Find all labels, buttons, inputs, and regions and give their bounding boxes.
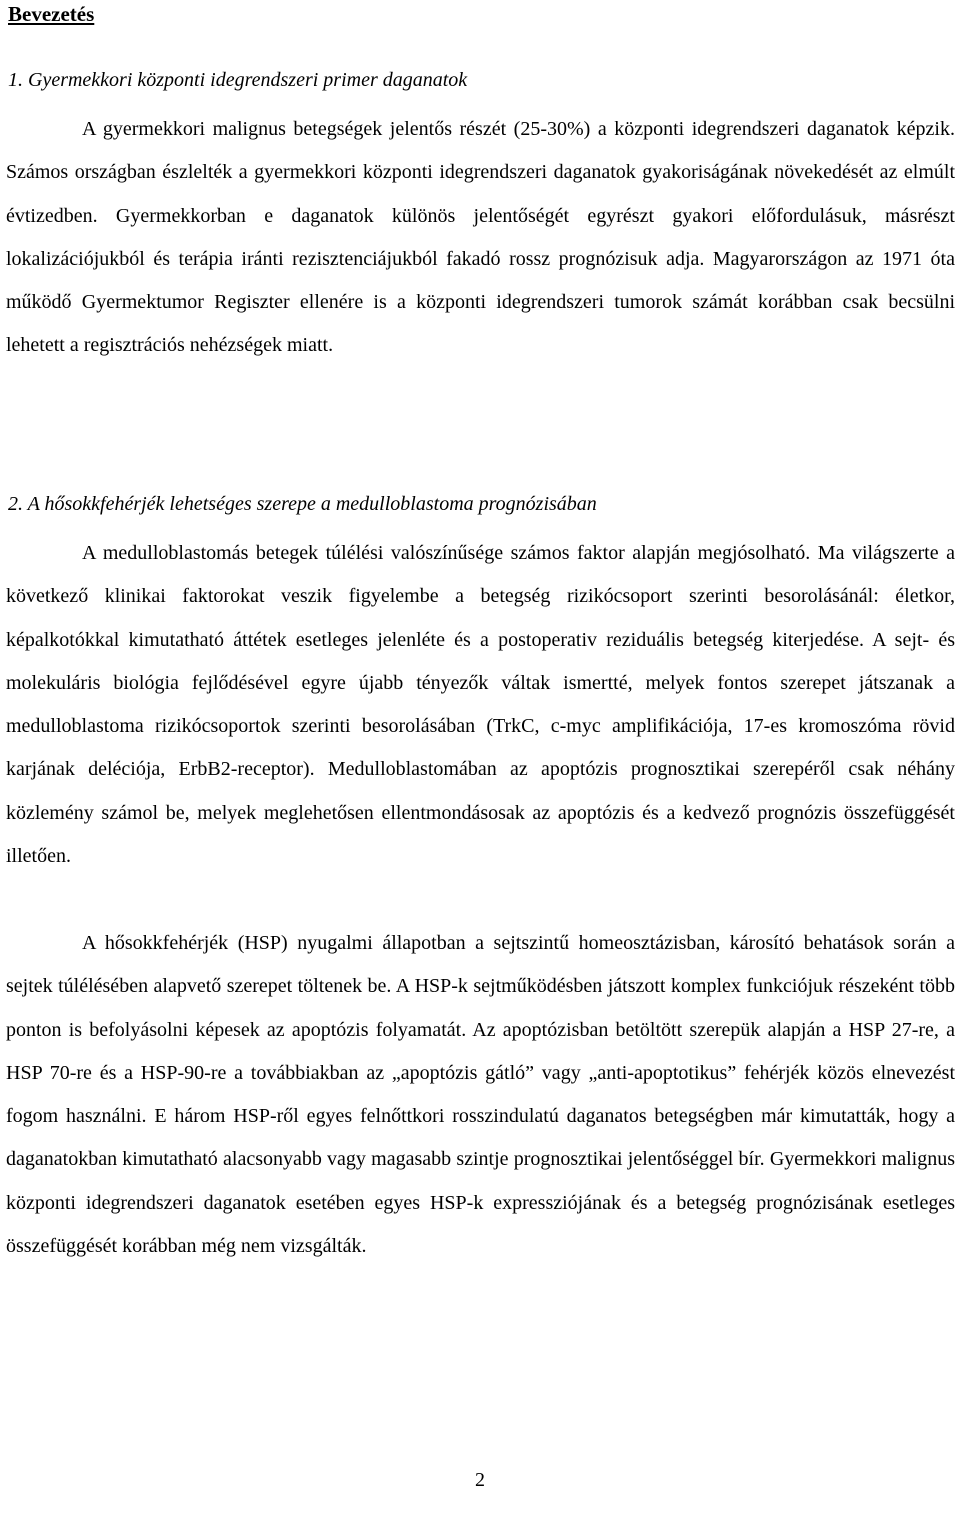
paragraph: A hősokkfehérjék (HSP) nyugalmi állapotban a sejtszintű homeosztázisban, károsító behatások során a sejtek túlélésében alapvető szerepet töltenek be. A HSP-k sejtműködésben játszott komplex funkciójuk részeként több ponton is befolyásolni képesek az apoptózis folyamatát. Az apoptózisban betöltött szerepük alapján a HSP 27-re, a HSP 70-re és a HSP-90-re a továbbiakban az „apoptózis gátló” vagy „anti-apoptotikus” fehérjék közös elnevezést fogom használni. E három HSP-ről egyes felnőttkori rosszindulatú daganatos betegségben már kimutatták, hogy a daganatokban kimutatható alacsonyabb vagy magasabb szintje prognosztikai jelentőséggel bír. Gyermekkori malignus központi idegrendszeri daganatok esetében egyes HSP-k expressziójának és a betegség prognózisának esetleges összefüggését korábban még nem vizsgálták. [6, 932, 955, 1258]
page-number: 2 [475, 1469, 485, 1491]
paragraph: A gyermekkori malignus betegségek jelentős részét (25-30%) a központi idegrendszeri daganatok képzik. Számos országban észlelték a gyermekkori központi idegrendszeri daganatok gyakoriságának növekedését az elmúlt évtizedben. Gyermekkorban e daganatok különös jelentőségét egyrészt gyakori előfordulásuk, másrészt lokalizációjukból és terápia iránti rezisztenciájukból fakadó rossz prognózisuk adja. Magyarországon az 1971 óta működő Gyermektumor Regiszter ellenére is a központi idegrendszeri tumorok számát korábban csak becsülni lehetett a regisztrációs nehézségek miatt. [6, 118, 955, 357]
chapter-title: Bevezetés [8, 2, 95, 26]
paragraph: A medulloblastomás betegek túlélési valószínűsége számos faktor alapján megjósolható. Ma világszerte a következő klinikai faktorokat veszik figyelembe a betegség rizikócsoport szerinti besorolásánál: életkor, képalkotókkal kimutatható áttétek esetleges jelenléte és a postoperativ reziduális betegség kiterjedése. A sejt- és molekuláris biológia fejlődésével egyre újabb tényezők váltak ismertté, melyek fontos szerepet játszanak a medulloblastoma rizikócsoportok szerinti besorolásában (TrkC, c-myc amplifikációja, 17-es kromoszóma rövid karjának deléciója, ErbB2-receptor). Medulloblastomában az apoptózis prognosztikai szerepéről csak néhány közlemény számol be, melyek meglehetősen ellentmondásosak az apoptózis és a kedvező prognózis összefüggését illetően. [6, 542, 955, 868]
section-title: 2. A hősokkfehérjék lehetséges szerepe a medulloblastoma prognózisában [8, 493, 597, 515]
section-title: 1. Gyermekkori központi idegrendszeri primer daganatok [8, 69, 468, 91]
